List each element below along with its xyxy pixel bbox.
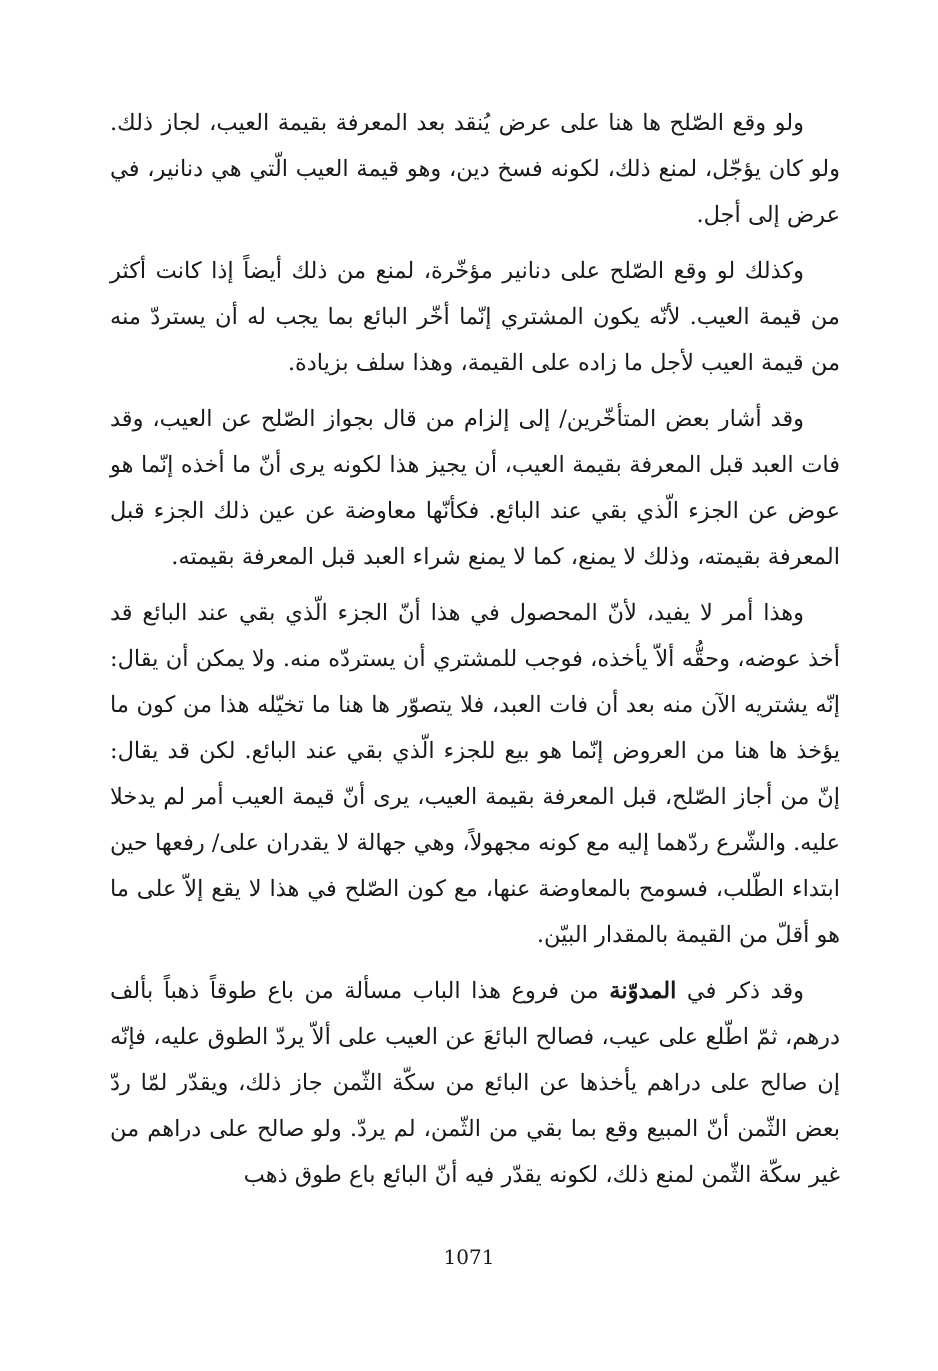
book-title-mudawwana: المدوّنة xyxy=(609,978,677,1004)
paragraph-1: ولو وقع الصّلح ها هنا على عرض يُنقد بعد المعرفة بقيمة العيب، لجاز ذلك. ولو كان يؤجّل، لمنع ذلك، لكونه فسخ دين، وهو قيمة العيب الّتي هي دنانير، في عرض إلى أجل. xyxy=(110,110,840,228)
paragraph-3: وقد أشار بعض المتأخّرين/ إلى إلزام من قال بجواز الصّلح عن العيب، وقد فات العبد قبل المعرفة بقيمة العيب، أن يجيز هذا لكونه يرى أنّ ما أخذه إنّما هو عوض عن الجزء الّذي بقي عند البائع. فكأنّها معاوضة عن عين ذلك الجزء قبل المعرفة بقيمته، وذلك لا يمنع، كما لا يمنع شراء العبد قبل المعرفة بقيمته. xyxy=(110,406,840,570)
paragraph-4: وهذا أمر لا يفيد، لأنّ المحصول في هذا أنّ الجزء الّذي بقي عند البائع قد أخذ عوضه، وحقُّه ألاّ يأخذه، فوجب للمشتري أن يستردّه منه. ولا يمكن أن يقال: إنّه يشتريه الآن منه بعد أن فات العبد، فلا يتصوّر ها هنا ما تخيّله هذا من كون ما يؤخذ ها هنا من العروض إنّما هو بيع للجزء الّذي بقي عند البائع. لكن قد يقال: إنّ من أجاز الصّلح، قبل المعرفة بقيمة العيب، يرى أنّ قيمة العيب أمر لم يدخلا عليه. والشّرع ردّهما إليه مع كونه مجهولاً، وهي جهالة لا يقدران على/ رفعها حين ابتداء الطّلب، فسومح بالمعاوضة عنها، مع كون الصّلح في هذا لا يقع إلاّ على ما هو أقلّ من القيمة بالمقدار البيّن. xyxy=(110,600,840,948)
paragraph-2: وكذلك لو وقع الصّلح على دنانير مؤخّرة، لمنع من ذلك أيضاً إذا كانت أكثر من قيمة العيب. لأنّه يكون المشتري إنّما أخّر البائع بما يجب له أن يستردّ منه من قيمة العيب لأجل ما زاده على القيمة، وهذا سلف بزيادة. xyxy=(110,258,840,376)
body-text xyxy=(110,100,840,1208)
paragraph-5-rest: من فروع هذا الباب مسألة من باع طوقاً ذهباً بألف درهم، ثمّ اطّلع على عيب، فصالح البائعَ عن العيب على ألاّ يردّ الطوق عليه، فإنّه إن صالح على دراهم يأخذها عن البائع من سكّة الثّمن جاز ذلك، ويقدّر لمّا ردّ بعض الثّمن أنّ المبيع وقع بما بقي من الثّمن، لم يردّ. ولو صالح على دراهم من غير سكّة الثّمن لمنع ذلك، لكونه يقدّر فيه أنّ البائع باع طوق ذهب xyxy=(110,978,840,1188)
page-number: 1071 xyxy=(443,1245,495,1269)
paragraph-5-lead: وقد ذكر في xyxy=(686,978,805,1004)
paragraph-5 xyxy=(110,968,840,1198)
